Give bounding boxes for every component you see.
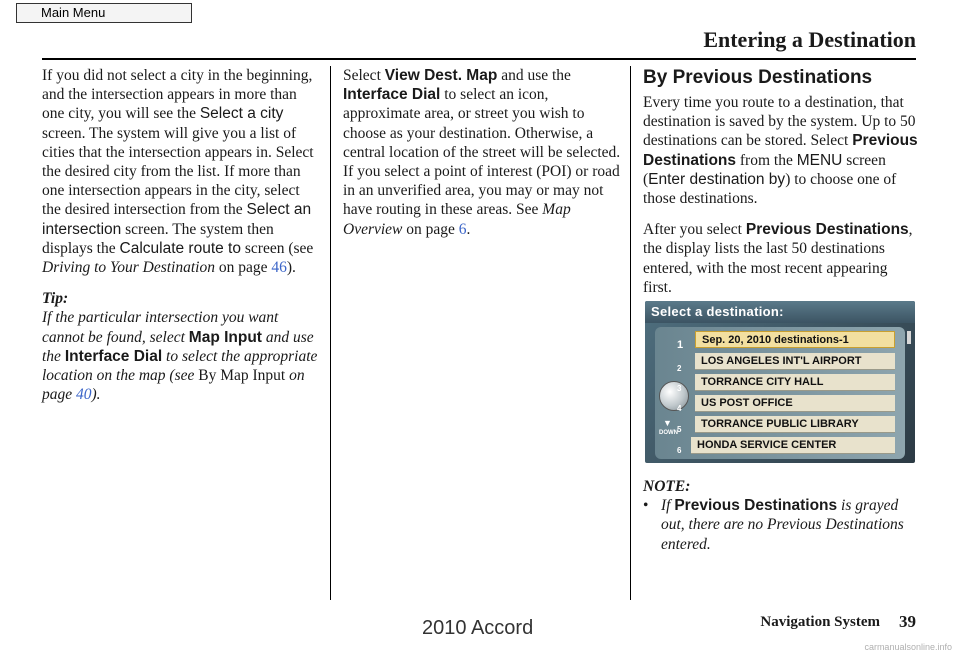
tip-label-text: Tip: [42, 290, 69, 308]
cross-reference-title: By Map Input [198, 367, 286, 385]
text: on page [42, 367, 305, 404]
row-number: 5 [677, 425, 682, 435]
text: on page [214, 259, 272, 277]
down-label: DOWN [659, 430, 678, 437]
ui-term-map-input: Map Input [188, 328, 262, 346]
text: , the display lists the last 50 destinations entered, with the most recent appearing first. [643, 221, 913, 296]
nav-scrollbar [907, 331, 911, 344]
previous-destinations-paragraph-2 [643, 220, 918, 297]
text: screen. The system will give you a list of cities that the intersection appears in. Select the desired city from the list. If more than one intersection appears in the city, select the desired intersection from the [42, 124, 314, 219]
ui-term-view-dest-map: View Dest. Map [384, 67, 498, 84]
text: . [466, 220, 471, 238]
text: screen ( [643, 151, 886, 188]
nav-list-item: HONDA SERVICE CENTER [691, 437, 895, 454]
ui-term-select-a-city: Select a city [199, 105, 284, 123]
ui-term-previous-destinations: Previous Destinations [745, 221, 909, 239]
previous-destinations-paragraph-1 [643, 93, 918, 208]
column-2 [343, 66, 623, 251]
nav-list-item: TORRANCE CITY HALL [695, 374, 895, 391]
tip-paragraph [42, 308, 322, 404]
text: to select the appropriate location on the map (see [42, 347, 318, 385]
nav-list-item: LOS ANGELES INT'L AIRPORT [695, 353, 895, 370]
cross-reference-title: Map Overview [343, 201, 571, 238]
text: After you select [643, 221, 746, 239]
note-item [643, 496, 918, 554]
title-divider [42, 58, 916, 60]
tip-label [42, 289, 322, 308]
row-number: 6 [677, 446, 682, 456]
watermark: carmanualsonline.info [864, 642, 952, 652]
text: If you did not select a city in the beginning, and the intersection appears in more than one city, you will see the [42, 67, 313, 123]
text: screen. The system then displays the [42, 220, 274, 257]
text: ). [286, 259, 296, 277]
row-number: 1 [677, 339, 684, 352]
ui-term-previous-destinations: Previous Destinations [674, 497, 838, 515]
nav-list-item-selected: Sep. 20, 2010 destinations-1 [695, 331, 895, 348]
intersection-paragraph [42, 66, 322, 277]
column-divider-2 [630, 66, 631, 600]
section-title: Entering a Destination [703, 27, 916, 52]
row-number: 3 [677, 384, 682, 394]
nav-list-item: TORRANCE PUBLIC LIBRARY [695, 416, 895, 433]
model-label: 2010 Accord [422, 617, 534, 639]
main-menu-button[interactable]: Main Menu [16, 3, 192, 23]
cross-reference-title: Driving to Your Destination [42, 259, 215, 277]
ui-term-interface-dial: Interface Dial [64, 347, 163, 365]
interface-dial-icon [659, 381, 689, 411]
text: ) to choose one of those destinations. [643, 170, 897, 208]
down-arrow-icon: ▼ [663, 418, 672, 429]
column-3 [643, 66, 918, 554]
text: screen (see [241, 239, 314, 257]
ui-term-select-an-intersection: Select an intersection [42, 201, 312, 238]
page-number: 39 [899, 612, 916, 631]
text: Every time you route to a destination, that destination is saved by the system. Up to 50 destinations can be stored. Select [643, 94, 916, 150]
previous-destinations-heading: By Previous Destinations [643, 67, 873, 88]
text: is grayed out, there are no Previous Destinations entered. [661, 497, 904, 553]
nav-screen-header: Select a destination: [645, 301, 915, 323]
column-divider-1 [330, 66, 331, 600]
text: from the [736, 151, 797, 169]
text: If the particular intersection you want cannot be found, select [42, 309, 279, 346]
ui-term-previous-destinations: Previous Destinations [643, 132, 918, 169]
view-dest-map-paragraph [343, 66, 623, 239]
ui-term-calculate-route-to: Calculate route to [119, 239, 241, 257]
nav-list-item: US POST OFFICE [695, 395, 895, 412]
text: and use the [497, 67, 571, 84]
ui-term-enter-destination-by: Enter destination by [648, 170, 786, 188]
note-label: NOTE: [643, 478, 691, 496]
footer-title: Navigation System [760, 614, 880, 630]
column-1 [42, 66, 322, 416]
navigation-screen-image [645, 301, 915, 463]
row-number: 4 [677, 404, 682, 414]
ui-term-interface-dial: Interface Dial [343, 86, 441, 104]
bullet-icon: • [643, 497, 649, 515]
text: on page [402, 220, 459, 238]
text: to select an icon, approximate area, or street you wish to choose as your destination. Otherwise, a central location of the street will be selected. If you select a point of interest (POI) or road in an unverified area, you may or may not have routing in these areas. See [343, 86, 621, 219]
text: ). [91, 386, 101, 404]
text: and use the [42, 328, 314, 365]
page-link-6[interactable]: 6 [458, 220, 467, 238]
ui-term-menu: MENU [796, 151, 843, 169]
text: If [661, 497, 675, 515]
page-link-46[interactable]: 46 [271, 259, 287, 277]
row-number: 2 [677, 364, 682, 374]
text: Select [343, 67, 385, 84]
page-link-40[interactable]: 40 [76, 386, 92, 404]
